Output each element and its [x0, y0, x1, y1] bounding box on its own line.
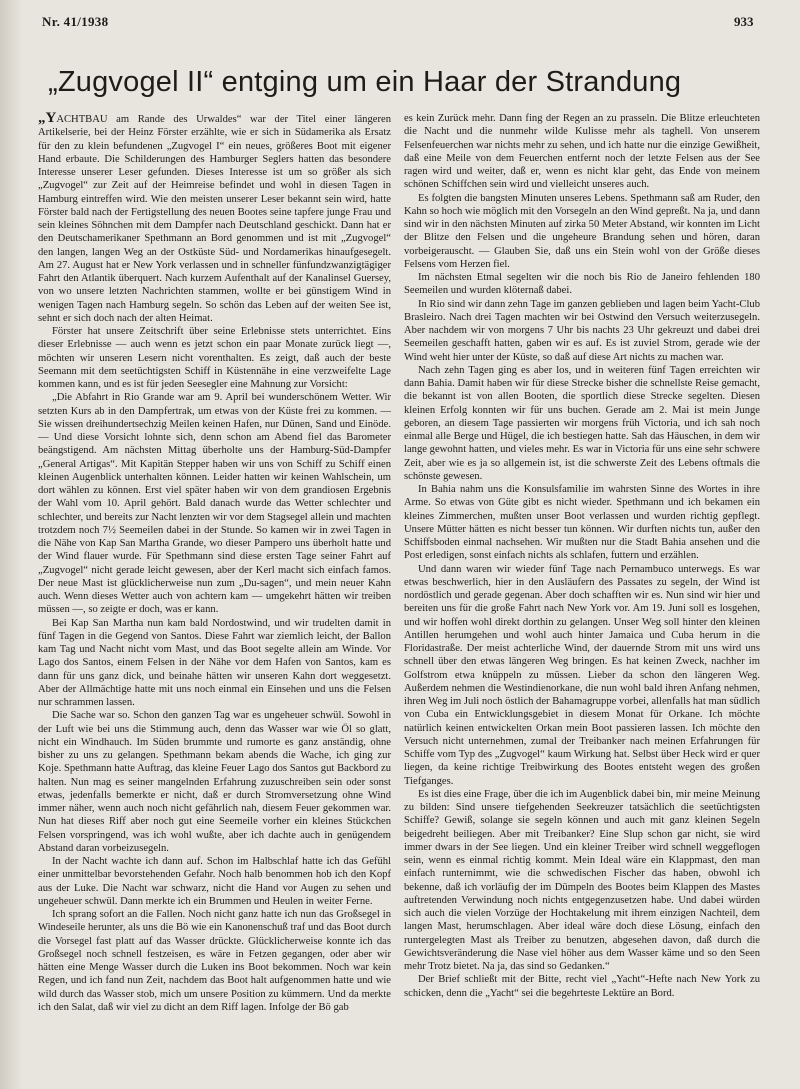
paragraph: Ich sprang sofort an die Fallen. Noch nicht ganz hatte ich nun das Großsegel in Windeseile herunter, als uns die Bö wie ein Kanonenschuß traf und das Boot durch die Vorsegel fast platt auf das Wasser drückte. Glücklicherweise konnte ich das Großsegel noch schnell festzeisen, es wäre in Fetzen gegangen, oder aber wir hätten eine Menge Wasser durch die Luken ins Boot bekommen. Noch war kein Regen, und ich fand nun Zeit, nachdem das Boot halt aufgenommen hatte und wie wild durch das Wasser stob, mich um unsere Position zu kümmern. Und da merkte ich den Salat, daß wir viel zu dicht an dem Riff lagen. Infolge der Bö gab [38, 909, 391, 1013]
drop-cap: „Y [38, 110, 57, 126]
page-number: 933 [734, 14, 754, 29]
article-title: „Zugvogel II“ entging um ein Haar der Strandung [48, 66, 682, 98]
right-column [404, 112, 760, 1000]
paragraph: Und dann waren wir wieder fünf Tage nach Pernambuco unterwegs. Es war etwas beschwerlich, hier in den Ausläufern des Passates zu segeln, der Wind ist nordöstlich und gerade gegenan. Aber doch schafften wir es. Nun sind wir hier und bereiten uns für die große Fahrt nach New York vor. Am 19. Juni soll es losgehen, und wir hoffen wohl direkt dorthin zu gelangen. Unser Weg soll hinter den kleinen Antillen herumgehen und wohl auch hinter Jamaica und Cuba herum in die Floridastraße. Der meist achterliche Wind, der dauernde Strom mit uns wird uns schnell über den etwas längeren Weg bringen. Es hat keinen Zweck, nachher im Golfstrom etwa knüppeln zu müssen. Lieber da schon den längeren Weg. Außerdem nehmen die Westindienorkane, die nun wohl bald ihren Anfang nehmen, ihren Weg im Juli noch östlich der Bahamagruppe vorbei, allenfalls hat man südlich von Cuba ein Entwicklungsgebiet in diesem Monat für Orkane. Ich möchte natürlich keinen entwickelten Orkan mein Boot passieren lassen. Ich möchte den Versuch nicht unternehmen, zumal der Treibanker nach meinen Erfahrungen für Schiffe vom Typ des „Zugvogel“ kaum Wirkung hat. Selbst über Heck wird er quer liegen, da keine richtige Treibwirkung des Bootes entsteht wegen des großen Tiefganges. [404, 563, 760, 787]
left-column [38, 112, 391, 1014]
paragraph: In Rio sind wir dann zehn Tage im ganzen geblieben und lagen beim Yacht-Club Brasleiro. Nach drei Tagen machten wir bei Ostwind den Versuch weiterzusegeln. Aber nachdem wir von morgens 7 Uhr bis nachts 23 Uhr gekreuzt und dabei drei Seemeilen geschafft hatten, gaben wir es auf. Es ist zuviel Strom, gerade wie der Wind weht hier unter der Küste, so daß auf diese Art nichts zu machen war. [404, 298, 760, 363]
paragraph: Es ist dies eine Frage, über die ich im Augenblick dabei bin, mir meine Meinung zu bilden: Sind unsere tiefgehenden Seekreuzer tatsächlich die seetüchtigsten Schiffe? Gewiß, solange sie segeln können und auch mit ganz kleinen Segeln beigedreht beiliegen. Aber mit Treibanker? Eine Slup schon gar nicht, sie wird immer dwars in der See liegen. Und ein kleiner Treiber wird schnell weggeflogen sein, wenn es einmal richtig kommt. Mein Ideal wäre ein Klappmast, den man einfach runternimmt, wie die schwedischen Fischer das haben, obwohl ich bekenne, daß ich vorläufig der im Dümpeln des Bootes beim Klappen des Mastes auftretenden Verwindung noch nichts entgegenzusetzen habe. Und dabei würden sich auch die vielen Vorzüge der Hochtakelung mit ihrem einzigen Nachteil, dem langen Mast, herumschlagen. Aber ideal wäre doch diese Lösung, einfach den runtergelegten Mast als Treiber zu benutzen, abgesehen davon, daß durch die Gewichtsveränderung die Nase viel höher aus dem Wasser käme und so den Seen mehr Trotz bietet. Na ja, das sind so Gedanken.“ [404, 788, 760, 972]
paragraph: Der Brief schließt mit der Bitte, recht viel „Yacht“-Hefte nach New York zu schicken, denn die „Yacht“ sei die begehrteste Lektüre an Bord. [404, 974, 760, 999]
paragraph: es kein Zurück mehr. Dann fing der Regen an zu prasseln. Die Blitze erleuchteten die Nacht und die nunmehr wilde Kulisse mehr als taghell. Von unserem Felsenfeuerchen war nichts mehr zu sehen, und ich hatte nur die einzige Gewißheit, daß eine Meile von dem Feuerchen entfernt noch der letzte Felsen aus der See ragen wird und weiter, daß er, wenn es nicht klar geht, das Ende von meinem schönen Schiffchen sein wird und vielleicht unseres auch. [404, 113, 760, 191]
paragraph: In der Nacht wachte ich dann auf. Schon im Halbschlaf hatte ich das Gefühl einer unmittelbar bevorstehenden Gefahr. Noch halb benommen hob ich den Kopf aus der Luke. Die Nacht war schwarz, nicht die Hand vor Augen zu sehen und ungeheuer schwül. Dann merkte ich ein Brummen und Heulen in weiter Ferne. [38, 856, 391, 907]
issue-number: Nr. 41/1938 [42, 14, 109, 29]
paragraph: Im nächsten Etmal segelten wir die noch bis Rio de Janeiro fehlenden 180 Seemeilen und wurden klöternaß dabei. [404, 272, 760, 297]
paragraph: Es folgten die bangsten Minuten unseres Lebens. Spethmann saß am Ruder, den Kahn so hoch wie möglich mit den Vorsegeln an den Wind gepreßt. Na ja, und dann sind wir in den nächsten Minuten auf zirka 50 Meter Abstand, wir konnten im Licht der Blitze den Felsen und die ungeheure Brandung sehen und hören, daran vorbeigerauscht. — Glauben Sie, daß uns ein Stein wohl von der Größe dieses Felsens vom Herzen fiel. [404, 192, 760, 270]
paragraph: „Die Abfahrt in Rio Grande war am 9. April bei wunderschönem Wetter. Wir setzten Kurs ab in den Dampfertrak, um etwas von der Küste frei zu kommen. — Sie wissen dreihundertsechzig Meilen keinen Hafen, nur Dünen, Sand und Einöde. — Und diese Vorsicht lohnte sich, denn schon am Abend fiel das Barometer beängstigend. Am nächsten Mittag überholte uns der Hamburg-Süd-Dampfer „General Artigas“. Mit Kapitän Stepper haben wir uns von Schiff zu Schiff einen kleinen Augenblick unterhalten können. Leider hatten wir keinen Wahlschein, um dort wählen zu können. Erst viel später haben wir von dem grandiosen Ergebnis der Wahl vom 10. April gehört. Bald danach wurde das Wetter schlechter und schlechter, und bereits zur Nacht lenzten wir vor dem Stagsegel allein und machten trotzdem noch 7½ Seemeilen dabei in der Stunde. So kamen wir in zwei Tagen in die Nähe von Kap San Martha Grande, wo dieser Pampero uns überholt hatte und der Wind flauer wurde. Für Spethmann sind diese ersten Tage seiner Fahrt auf „Zugvogel“ nicht gerade leicht gewesen, aber der Kerl macht sich einfach famos. Der neue Mast ist glücklicherweise nun zum „Du-sagen“, und mein neuer Kahn auch. Wenn dieses Wetter auch von achtern kam — umgekehrt hätten wir treiben müssen —, so zeigte er doch, was er kann. [38, 392, 391, 616]
paragraph: Die Sache war so. Schon den ganzen Tag war es ungeheuer schwül. Sowohl in der Luft wie bei uns die Stimmung auch, denn das Wasser war wie Öl so glatt, nicht ein Windhauch. Im Süden brummte und rumorte es ganz anständig, ohne bisher zu uns zu gelangen. Spethmann bekam abends die Wache, ich ging zur Koje. Spethmann hatte Auftrag, das kleine Feuer Lago dos Santos gut Backbord zu halten. Nun mag es seiner mangelnden Erfahrung zuzuschreiben sein oder sonst etwas, jedenfalls bemerkte er nicht, daß er durch Stromversetzung ohne Wind immer näher, wenn auch noch nicht gefährlich nah, diesem Feuer gekommen war. Nun hat dieses Riff aber noch gut eine Seemeile vorher ein kleines Stückchen Felsen vorspringend, was ich wohl wußte, aber ich dachte auch in genügendem Abstand daran vorbeizusegeln. [38, 710, 391, 854]
lead-paragraph-text: ACHTBAU am Rande des Urwaldes“ war der Titel einer längeren Artikelserie, bei der Heinz Förster erzählte, wie er sich in Südamerika als Ersatz für den zu klein befundenen „Zugvogel I“ ein neues, größeres Boot mit eigener Hand erbaute. Die Schilderungen des Hamburger Seglers hatten das besondere Interesse unserer Leser gefunden. Dieses Interesse ist um so größer als sich „Zugvogel“ zur Zeit auf der Heimreise befindet und wohl in diesen Tagen in Hamburg eintreffen wird. Wie den meisten unserer Leser bekannt sein wird, hatte Förster bald nach der Fertigstellung des neuen Bootes seine tapfere junge Frau und sein kleines Söhnchen mit dem Dampfer nach Deutschland geschickt. Dann hat er den Deutschamerikaner Spethmann an Bord genommen und ist mit „Zugvogel“ den langen, langen Weg an der Ostküste Süd- und Nordamerikas hinaufgesegelt. Am 27. August hat er New York verlassen und in schneller fünfundzwanzigtägiger Fahrt den Atlantik überquert. Nach kurzem Aufenthalt auf der Kanalinsel Guersey, von wo unsere letzten Nachrichten stammen, wollte er bei günstigem Wind in wenigen Tagen nach Hamburg segeln. So schön das Leben auf der weiten See ist, sehnt er sich doch nach der alten Heimat. [38, 114, 391, 324]
page-fold-shadow [0, 0, 22, 1089]
paragraph: Förster hat unsere Zeitschrift über seine Erlebnisse stets unterrichtet. Eins dieser Erlebnisse — auch wenn es jetzt schon ein paar Monate zurück liegt —, möchten wir unseren Lesern nicht vorenthalten. Es zeigt, daß auch der beste Seemann mit dem seetüchtigsten Schiff in Küstennähe in eine verzweifelte Lage kommen kann, und es ist für jeden Seesegler eine Mahnung zur Vorsicht: [38, 326, 391, 390]
paragraph: In Bahia nahm uns die Konsulsfamilie im wahrsten Sinne des Wortes in ihre Arme. So etwas von Güte gibt es nicht wieder. Spethmann und ich bekamen ein kleines Zimmerchen, mußten unser Boot verlassen und wurden richtig gepflegt. Unsere Mütter hätten es nicht besser tun können. Wir durften nichts tun, außer den Schiffsboden einmal nachsehen. Wir mußten nur die Stadt Bahia ansehen und die Post erledigen, sonst einfach nichts als schlafen, futtern und erzählen. [404, 484, 760, 562]
paragraph: Nach zehn Tagen ging es aber los, und in weiteren fünf Tagen erreichten wir dann Bahia. Damit haben wir für diese Strecke bisher die schnellste Reise gemacht, die bekannt ist von allen Booten, die sportlich diese Strecke segelten. Diesen kleinen Erfolg konnten wir für uns buchen. Gerade am 2. Mai ist mein Junge geboren, an diesem Tage passierten wir morgens früh Victoria, und ich sah noch einmal alle Berge und Hügel, die ich bestiegen hatte. Sah das Häuschen, in dem wir lange gewohnt hatten, und vieles mehr. Es war in Victoria für uns eine sehr schwere Zeit, aber wie es ja so allgemein ist, ist die schwerste Zeit des Lebens oftmals die schönste gewesen. [404, 364, 760, 482]
lead-paragraph [38, 112, 391, 325]
paragraph: Bei Kap San Martha nun kam bald Nordostwind, und wir trudelten damit in fünf Tagen in die Gegend von Santos. Diese Fahrt war ziemlich leicht, der Ballon kam Tag und Nacht nicht vom Mast, und das Boot segelte allein am Winde. Vor Lago dos Santos, einem Felsen in der Nähe vor dem Hafen von Santos, kam es dann für uns ganz dick, und beinahe hätten wir unseren Kahn dort weggesetzt. Aber der Allmächtige hatte mit uns noch einmal ein Einsehen und uns die Felsen nur schrammen lassen. [38, 617, 391, 708]
